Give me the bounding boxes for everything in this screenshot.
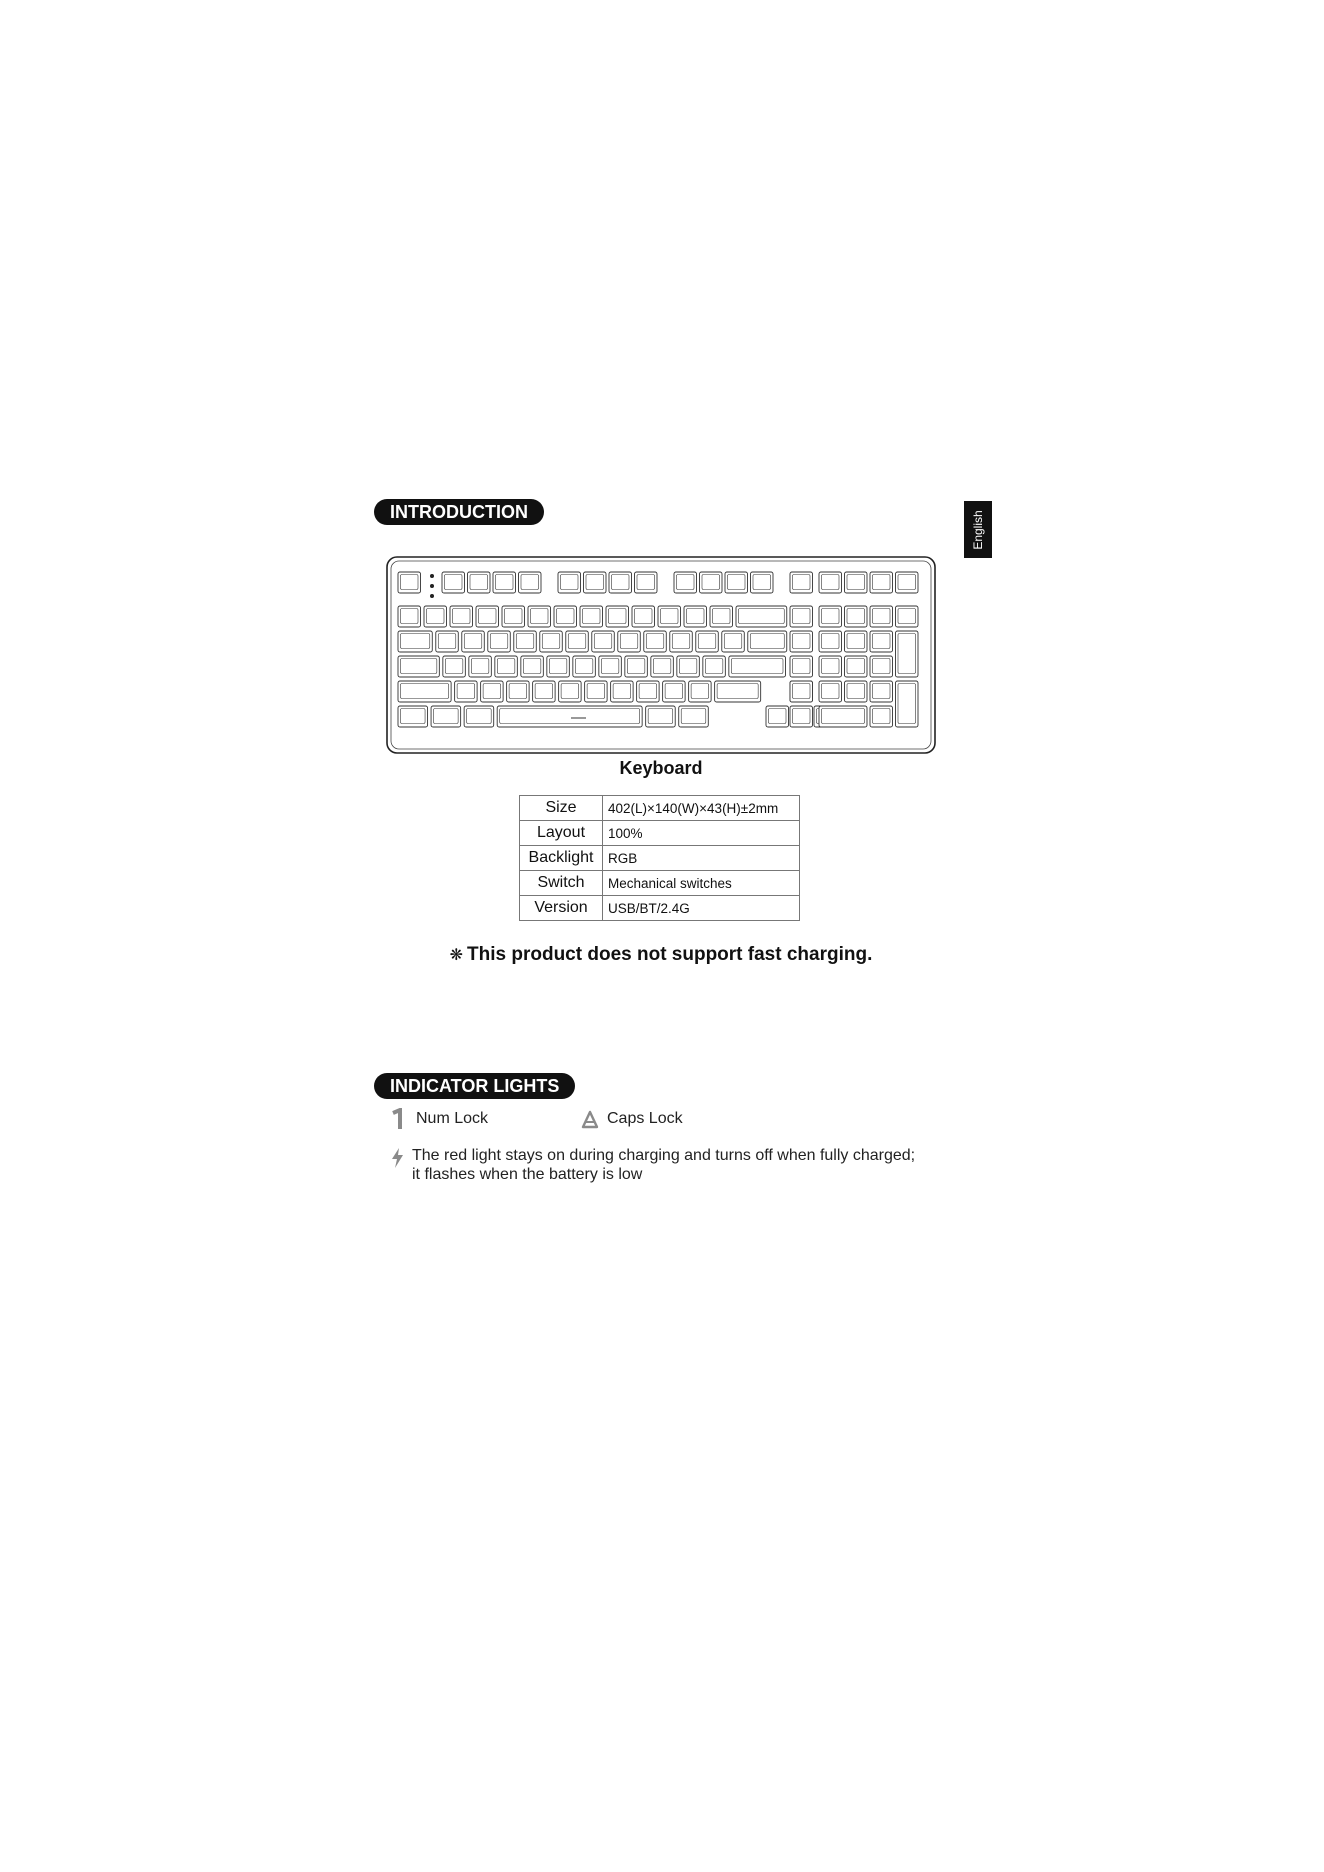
spec-label: Layout	[520, 821, 603, 846]
specifications-table	[519, 795, 800, 921]
spec-value: 100%	[603, 821, 800, 846]
caps-lock-icon	[581, 1108, 599, 1130]
charging-description-line-2: it flashes when the battery is low	[412, 1166, 643, 1183]
charging-description-line-1: The red light stays on during charging and turns off when fully charged;	[412, 1147, 916, 1164]
table-row	[520, 896, 800, 921]
spec-value: 402(L)×140(W)×43(H)±2mm	[603, 796, 800, 821]
spec-value: RGB	[603, 846, 800, 871]
table-row	[520, 871, 800, 896]
caps-lock-label: Caps Lock	[607, 1110, 683, 1127]
language-tab-label: English	[971, 509, 985, 550]
asterisk-icon: ❋	[449, 947, 464, 964]
language-tab[interactable]	[964, 501, 992, 558]
spec-label: Version	[520, 896, 603, 921]
keyboard-icon	[386, 556, 936, 754]
lightning-bolt-icon	[390, 1148, 404, 1168]
table-row	[520, 846, 800, 871]
spec-value: Mechanical switches	[603, 871, 800, 896]
spec-label: Switch	[520, 871, 603, 896]
indicator-lights-heading: INDICATOR LIGHTS	[374, 1073, 575, 1099]
note-text: This product does not support fast charging.	[467, 944, 873, 965]
caps-lock-indicator	[581, 1108, 683, 1130]
num-lock-icon	[390, 1108, 408, 1130]
introduction-heading: INTRODUCTION	[374, 499, 544, 525]
table-row	[520, 796, 800, 821]
num-lock-indicator	[390, 1108, 488, 1130]
keyboard-illustration	[386, 556, 936, 754]
table-row	[520, 821, 800, 846]
fast-charging-note	[386, 944, 936, 966]
spec-value: USB/BT/2.4G	[603, 896, 800, 921]
keyboard-caption: Keyboard	[619, 758, 703, 778]
num-lock-label: Num Lock	[416, 1110, 489, 1127]
spec-label: Size	[520, 796, 603, 821]
spec-label: Backlight	[520, 846, 603, 871]
